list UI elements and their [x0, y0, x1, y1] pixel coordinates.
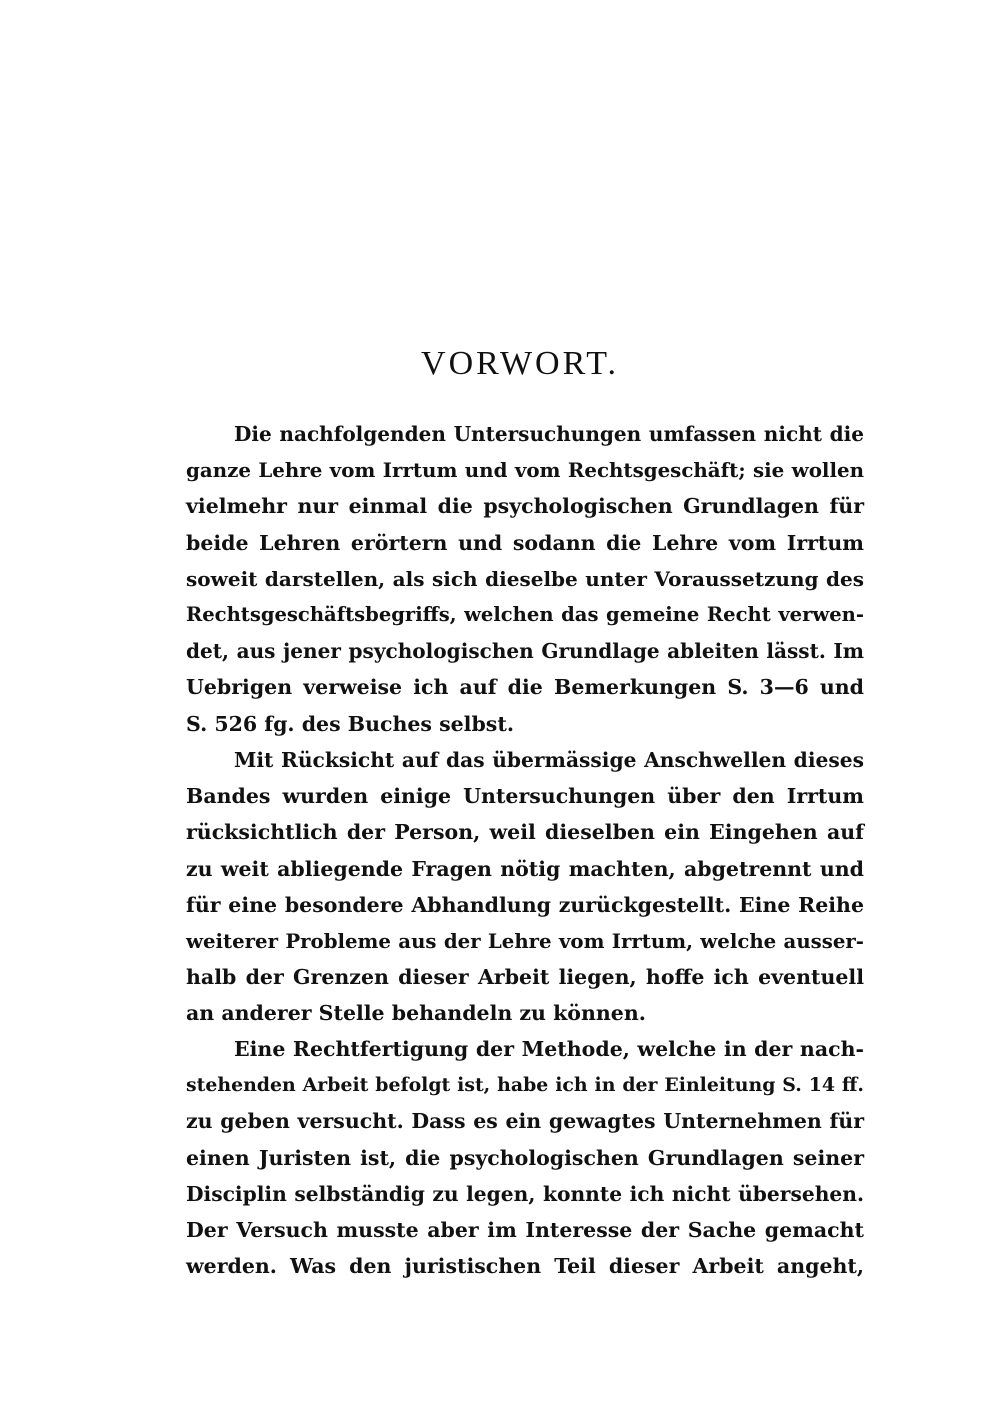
text-line: einen Juristen ist, die psychologischen Grundlagen seiner: [186, 1145, 864, 1170]
text-line: soweit darstellen, als sich dieselbe unter Voraussetzung des: [186, 566, 864, 591]
text-line: weiterer Probleme aus der Lehre vom Irrtum, welche ausser-: [186, 928, 864, 953]
text-line: ganze Lehre vom Irrtum und vom Rechtsgeschäft; sie wollen: [186, 458, 864, 483]
paragraph-3: [186, 1031, 864, 1284]
text-line: werden. Was den juristischen Teil dieser Arbeit angeht,: [186, 1254, 864, 1279]
text-line: S. 526 fg. des Buches selbst.: [186, 711, 514, 736]
text-line: rücksichtlich der Person, weil dieselben ein Eingehen auf: [186, 820, 864, 845]
text-line: Eine Rechtfertigung der Methode, welche in der nach-: [234, 1037, 864, 1061]
text-line: halb der Grenzen dieser Arbeit liegen, hoffe ich eventuell: [186, 965, 864, 990]
text-line: vielmehr nur einmal die psychologischen Grundlagen für: [186, 494, 864, 519]
paragraph-2: [186, 742, 864, 1032]
text-line: beide Lehren erörtern und sodann die Lehre vom Irrtum: [186, 530, 864, 555]
text-line: Disciplin selbständig zu legen, konnte ich nicht übersehen.: [186, 1181, 864, 1206]
text-line: zu geben versucht. Dass es ein gewagtes Unternehmen für: [186, 1109, 864, 1134]
text-line: zu weit abliegende Fragen nötig machten, abgetrennt und: [186, 856, 864, 881]
text-line: Der Versuch musste aber im Interesse der Sache gemacht: [186, 1217, 864, 1242]
text-line: Mit Rücksicht auf das übermässige Anschwellen dieses: [234, 748, 864, 772]
text-line: Bandes wurden einige Untersuchungen über den Irrtum: [186, 784, 864, 809]
paragraph-1: [186, 416, 864, 742]
text-line: Rechtsgeschäftsbegriffs, welchen das gemeine Recht verwen-: [186, 602, 864, 626]
text-line: stehenden Arbeit befolgt ist, habe ich in der Einleitung S. 14 ff.: [186, 1074, 864, 1097]
text-line: für eine besondere Abhandlung zurückgestellt. Eine Reihe: [186, 892, 864, 917]
text-line: Uebrigen verweise ich auf die Bemerkungen S. 3—6 und: [186, 675, 864, 700]
text-line: an anderer Stelle behandeln zu können.: [186, 1001, 646, 1026]
text-line: Die nachfolgenden Untersuchungen umfassen nicht die: [234, 422, 864, 446]
text-line: det, aus jener psychologischen Grundlage ableiten lässt. Im: [186, 639, 864, 664]
page-title: VORWORT.: [421, 345, 619, 382]
